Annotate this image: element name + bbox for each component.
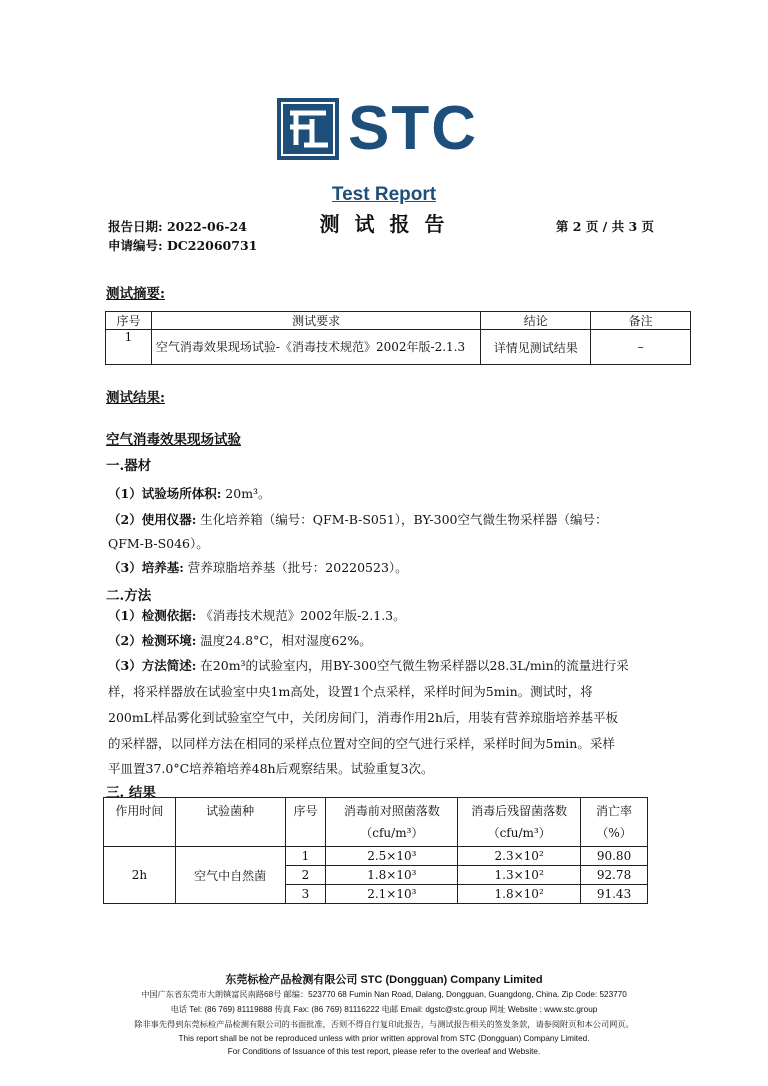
results-subheading: 空气消毒效果现场试验 xyxy=(106,432,241,448)
equipment-line-2-cont: QFM-B-S046）。 xyxy=(108,536,209,551)
col-rate-unit: （%） xyxy=(596,826,632,840)
cell-no: 3 xyxy=(285,885,326,904)
table-row xyxy=(106,330,691,365)
report-title-cn: 测 试 报 告 xyxy=(319,212,449,236)
cell-after: 1.8×10² xyxy=(458,885,581,904)
col-time: 作用时间 xyxy=(104,798,176,847)
summary-col-requirement: 测试要求 xyxy=(151,312,480,330)
report-title-en: Test Report xyxy=(331,184,437,205)
summary-col-remark: 备注 xyxy=(591,312,691,330)
equipment-value-2: 生化培养箱（编号：QFM-B-S051），BY-300空气微生物采样器（编号： xyxy=(196,512,608,527)
page-indicator: 第 2 页 / 共 3 页 xyxy=(555,219,654,234)
cell-strain: 空气中自然菌 xyxy=(175,847,285,904)
cell-rate: 92.78 xyxy=(581,866,648,885)
col-after-label: 消毒后残留菌落数 xyxy=(471,804,568,818)
method-value-1: 《消毒技术规范》2002年版-2.1.3。 xyxy=(196,608,406,623)
method-value-3: 在20m³的试验室内，用BY-300空气微生物采样器以28.3L/min的流量进行采 xyxy=(196,658,629,673)
method-line-3d: 的采样器，以同样方法在相同的采样点位置对空间的空气进行采样，采样时间为5min。采样 xyxy=(108,736,615,751)
method-label-2: （2）检测环境: xyxy=(108,633,197,648)
col-after xyxy=(458,798,581,847)
method-label-3: （3）方法简述: xyxy=(108,658,197,673)
cell-after: 1.3×10² xyxy=(458,866,581,885)
cell-time: 2h xyxy=(104,847,176,904)
equipment-line-3 xyxy=(108,560,408,576)
equipment-label-1: （1）试验场所体积: xyxy=(108,486,222,501)
footer-notice-en-2: For Conditions of Issuance of this test report, please refer to the overleaf and Website. xyxy=(227,1047,541,1056)
col-after-unit: （cfu/m³） xyxy=(487,826,551,840)
footer-company: 东莞标检产品检测有限公司 STC (Dongguan) Company Limited xyxy=(225,974,543,986)
method-line-3e: 平皿置37.0°C培养箱培养48h后观察结果。试验重复3次。 xyxy=(108,761,434,776)
summary-table xyxy=(105,311,691,365)
summary-col-conclusion: 结论 xyxy=(481,312,591,330)
equipment-value-1: 20m³。 xyxy=(221,486,271,501)
cell-before: 1.8×10³ xyxy=(326,866,458,885)
section-results: 三. 结果 xyxy=(106,785,156,801)
col-before xyxy=(326,798,458,847)
section-equipment: 一.器材 xyxy=(106,458,152,474)
method-line-2 xyxy=(108,633,372,649)
summary-header-row xyxy=(106,312,691,330)
col-before-label: 消毒前对照菌落数 xyxy=(343,804,440,818)
method-line-1 xyxy=(108,608,406,624)
footer-contact: 电话 Tel: (86 769) 81119888 传真 Fax: (86 769) 81116222 电邮 Email: dgstc@stc.group 网址 Website : www.stc.group xyxy=(170,1005,598,1014)
summary-cell-remark: – xyxy=(591,330,691,365)
stc-emblem-icon xyxy=(276,97,340,161)
col-rate xyxy=(581,798,648,847)
summary-cell-requirement: 空气消毒效果现场试验-《消毒技术规范》2002年版-2.1.3 xyxy=(151,330,480,365)
footer-address: 中国广东省东莞市大朗镇富民南路68号 邮编：523770 68 Fumin Nan Road, Dalang, Dongguan, Guangdong, China. Zip Code: 523770 xyxy=(141,990,627,999)
cell-before: 2.5×10³ xyxy=(326,847,458,866)
col-before-unit: （cfu/m³） xyxy=(360,826,424,840)
summary-cell-no: 1 xyxy=(106,330,152,365)
footer-notice-cn: 除非事先得到东莞标检产品检测有限公司的书面批准，否则不得自行复印此报告，与测试报告相关的签发条款，请参阅附页和本公司网页。 xyxy=(134,1020,634,1029)
cell-no: 1 xyxy=(285,847,326,866)
method-line-3c: 200mL样品雾化到试验室空气中，关闭房间门，消毒作用2h后，用装有营养琼脂培养基平板 xyxy=(108,710,619,725)
results-header-row xyxy=(104,798,648,847)
summary-heading: 测试摘要: xyxy=(106,286,165,302)
summary-col-no: 序号 xyxy=(106,312,152,330)
results-table xyxy=(103,797,648,904)
cell-rate: 90.80 xyxy=(581,847,648,866)
method-value-2: 温度24.8°C，相对湿度62%。 xyxy=(196,633,372,648)
application-number: 申请编号: DC22060731 xyxy=(108,238,258,253)
logo-wordmark: STC xyxy=(348,94,478,163)
equipment-value-3: 营养琼脂培养基（批号：20220523）。 xyxy=(183,560,408,575)
report-date: 报告日期: 2022-06-24 xyxy=(108,219,247,234)
method-line-3b: 样，将采样器放在试验室中央1m高处，设置1个点采样，采样时间为5min。测试时，将 xyxy=(108,684,593,699)
equipment-line-1 xyxy=(108,486,271,502)
footer-notice-en-1: This report shall be not be reproduced unless with prior written approval from STC (Dongguan) Company Limited. xyxy=(178,1034,590,1043)
cell-rate: 91.43 xyxy=(581,885,648,904)
equipment-line-2 xyxy=(108,512,607,528)
equipment-label-3: （3）培养基: xyxy=(108,560,184,575)
equipment-label-2: （2）使用仪器: xyxy=(108,512,197,527)
section-method: 二.方法 xyxy=(106,588,152,604)
method-label-1: （1）检测依据: xyxy=(108,608,197,623)
results-heading: 测试结果: xyxy=(106,390,165,406)
table-row xyxy=(104,847,648,866)
summary-cell-conclusion: 详情见测试结果 xyxy=(481,330,591,365)
method-line-3 xyxy=(108,658,629,674)
col-strain: 试验菌种 xyxy=(175,798,285,847)
col-rate-label: 消亡率 xyxy=(596,804,633,818)
cell-after: 2.3×10² xyxy=(458,847,581,866)
col-no: 序号 xyxy=(285,798,326,847)
cell-before: 2.1×10³ xyxy=(326,885,458,904)
stc-logo xyxy=(276,96,498,162)
cell-no: 2 xyxy=(285,866,326,885)
